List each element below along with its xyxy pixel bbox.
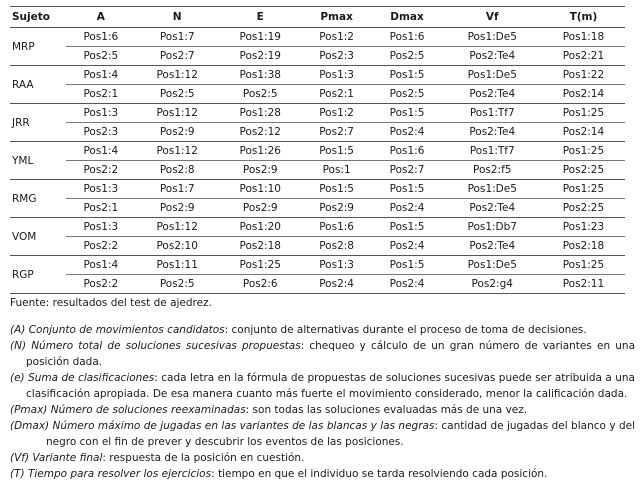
table-cell: Pos1:25 [542, 180, 625, 199]
table-cell: Pos1:6 [371, 142, 442, 161]
table-cell: Pos1:26 [219, 142, 302, 161]
table-cell: Pos1:3 [66, 104, 136, 123]
definition-item [10, 450, 635, 466]
subject-cell: MRP [10, 28, 66, 66]
table-cell: Pos1:23 [542, 218, 625, 237]
table-row [10, 218, 625, 237]
table-cell: Pos1:De5 [443, 256, 542, 275]
definition-term: (Pmax) Número de soluciones reexaminadas [10, 404, 246, 416]
table-cell: Pos2:f5 [443, 161, 542, 180]
subject-cell: VOM [10, 218, 66, 256]
table-cell: Pos2:7 [136, 47, 219, 66]
definition-text: : son todas las soluciones evaluadas más de una vez. [245, 404, 528, 416]
table-cell: Pos2:8 [302, 237, 372, 256]
table-cell: Pos1:5 [371, 66, 442, 85]
table-cell: Pos1:3 [302, 256, 372, 275]
table-row [10, 199, 625, 218]
table-row [10, 180, 625, 199]
subject-cell: RGP [10, 256, 66, 294]
table-cell: Pos1:12 [136, 142, 219, 161]
table-cell: Pos1:4 [66, 66, 136, 85]
table-cell: Pos2:5 [136, 85, 219, 104]
table-cell: Pos1:12 [136, 218, 219, 237]
table-cell: Pos2:1 [66, 85, 136, 104]
table-cell: Pos2:9 [136, 123, 219, 142]
definition-item [10, 402, 635, 418]
table-row [10, 66, 625, 85]
table-row [10, 161, 625, 180]
definition-term: (T) Tiempo para resolver los ejercicios [10, 468, 212, 480]
definition-item [10, 370, 635, 402]
subject-cell: YML [10, 142, 66, 180]
table-row [10, 47, 625, 66]
definitions-list [10, 322, 635, 482]
table-cell: Pos1:22 [542, 66, 625, 85]
table-cell: Pos2:2 [66, 237, 136, 256]
table-cell: Pos1:De5 [443, 180, 542, 199]
table-cell: Pos2:Te4 [443, 85, 542, 104]
table-cell: Pos1:28 [219, 104, 302, 123]
table-cell: Pos2:25 [542, 161, 625, 180]
table-cell: Pos2:5 [136, 275, 219, 294]
table-cell: Pos2:Te4 [443, 237, 542, 256]
table-cell: Pos2:25 [542, 199, 625, 218]
column-header: Pmax [302, 7, 372, 28]
table-cell: Pos1:18 [542, 28, 625, 47]
results-table [10, 6, 625, 294]
table-cell: Pos1:11 [136, 256, 219, 275]
table-cell: Pos2:11 [542, 275, 625, 294]
table-cell: Pos2:3 [302, 47, 372, 66]
table-cell: Pos2:10 [136, 237, 219, 256]
table-cell: Pos2:1 [302, 85, 372, 104]
definition-text: : respuesta de la posición en cuestión. [102, 452, 305, 464]
table-cell: Pos2:14 [542, 123, 625, 142]
table-cell: Pos:1 [302, 161, 372, 180]
column-header: Sujeto [10, 7, 66, 28]
definition-term: (Vf) Variante final [10, 452, 103, 464]
table-row [10, 28, 625, 47]
table-cell: Pos1:Db7 [443, 218, 542, 237]
table-cell: Pos2:19 [219, 47, 302, 66]
column-header: T(m) [542, 7, 625, 28]
table-row [10, 256, 625, 275]
table-cell: Pos1:25 [219, 256, 302, 275]
table-cell: Pos1:De5 [443, 28, 542, 47]
table-cell: Pos1:38 [219, 66, 302, 85]
table-cell: Pos1:25 [542, 104, 625, 123]
table-cell: Pos2:18 [219, 237, 302, 256]
table-cell: Pos2:Te4 [443, 199, 542, 218]
table-cell: Pos2:12 [219, 123, 302, 142]
table-cell: Pos1:5 [371, 180, 442, 199]
table-cell: Pos1:De5 [443, 66, 542, 85]
table-cell: Pos1:6 [302, 218, 372, 237]
definition-text: : tiempo en que el individuo se tarda resolviendo cada posición. [211, 468, 548, 480]
table-cell: Pos1:5 [371, 218, 442, 237]
column-header: Vf [443, 7, 542, 28]
definition-item [10, 418, 635, 450]
table-cell: Pos2:7 [302, 123, 372, 142]
definition-term: (A) Conjunto de movimientos candidatos [10, 324, 225, 336]
table-cell: Pos2:18 [542, 237, 625, 256]
table-cell: Pos2:9 [219, 199, 302, 218]
table-cell: Pos2:4 [302, 275, 372, 294]
table-cell: Pos2:9 [302, 199, 372, 218]
table-cell: Pos2:4 [371, 123, 442, 142]
table-cell: Pos2:1 [66, 199, 136, 218]
table-cell: Pos2:8 [136, 161, 219, 180]
definition-item [10, 322, 635, 338]
header-row [10, 7, 625, 28]
definition-text: : cantidad de jugadas del blanco y del negro con el fin de prever y descubrir los eventos de las posiciones. [46, 420, 635, 448]
table-cell: Pos1:3 [66, 180, 136, 199]
table-cell: Pos1:7 [136, 28, 219, 47]
table-cell: Pos2:5 [371, 85, 442, 104]
table-cell: Pos2:9 [219, 161, 302, 180]
table-row [10, 123, 625, 142]
column-header: A [66, 7, 136, 28]
table-cell: Pos2:4 [371, 275, 442, 294]
subject-cell: RAA [10, 66, 66, 104]
table-row [10, 275, 625, 294]
table-cell: Pos1:20 [219, 218, 302, 237]
table-row [10, 237, 625, 256]
table-cell: Pos1:6 [66, 28, 136, 47]
definition-text: : cada letra en la fórmula de propuestas de soluciones sucesivas puede ser atribuida a una clasificación apropiada. De esa manera cuanto más fuerte el movimiento considerado, menor la calificación dada. [26, 372, 635, 400]
table-cell: Pos1:10 [219, 180, 302, 199]
definition-term: (N) Número total de soluciones sucesivas propuestas [10, 340, 301, 352]
table-cell: Pos2:21 [542, 47, 625, 66]
definition-term: (Dmax) Número máximo de jugadas en las variantes de las blancas y las negras [10, 420, 435, 432]
table-cell: Pos1:3 [66, 218, 136, 237]
source-note: Fuente: resultados del test de ajedrez. [10, 297, 212, 309]
table-cell: Pos1:12 [136, 104, 219, 123]
table-cell: Pos1:7 [136, 180, 219, 199]
definition-text: : conjunto de alternativas durante el proceso de toma de decisiones. [224, 324, 587, 336]
column-header: N [136, 7, 219, 28]
table-cell: Pos2:5 [219, 85, 302, 104]
table-cell: Pos1:3 [302, 66, 372, 85]
definition-item [10, 466, 635, 482]
table-cell: Pos2:Te4 [443, 123, 542, 142]
table-cell: Pos2:14 [542, 85, 625, 104]
table-cell: Pos2:4 [371, 237, 442, 256]
column-header: E [219, 7, 302, 28]
table-cell: Pos2:2 [66, 275, 136, 294]
column-header: Dmax [371, 7, 442, 28]
table-row [10, 104, 625, 123]
table-cell: Pos1:19 [219, 28, 302, 47]
table-cell: Pos1:2 [302, 104, 372, 123]
table-cell: Pos1:5 [302, 180, 372, 199]
table-cell: Pos1:2 [302, 28, 372, 47]
table-cell: Pos1:5 [302, 142, 372, 161]
definition-term: (e) Suma de clasificaciones [10, 372, 155, 384]
table-cell: Pos2:g4 [443, 275, 542, 294]
table-cell: Pos1:5 [371, 256, 442, 275]
table-cell: Pos2:2 [66, 161, 136, 180]
table-cell: Pos1:25 [542, 142, 625, 161]
subject-cell: JRR [10, 104, 66, 142]
table-cell: Pos2:4 [371, 199, 442, 218]
table-cell: Pos1:Tf7 [443, 142, 542, 161]
subject-cell: RMG [10, 180, 66, 218]
table-cell: Pos2:9 [136, 199, 219, 218]
definition-text: : chequeo y cálculo de un gran número de variantes en una posición dada. [26, 340, 636, 368]
table-row [10, 142, 625, 161]
table-row [10, 85, 625, 104]
table-cell: Pos2:Te4 [443, 47, 542, 66]
table-cell: Pos1:12 [136, 66, 219, 85]
table-cell: Pos1:25 [542, 256, 625, 275]
table-cell: Pos2:5 [371, 47, 442, 66]
definition-item [10, 338, 635, 370]
table-cell: Pos2:3 [66, 123, 136, 142]
table-cell: Pos1:4 [66, 256, 136, 275]
table-cell: Pos2:7 [371, 161, 442, 180]
table-cell: Pos2:6 [219, 275, 302, 294]
table-cell: Pos1:5 [371, 104, 442, 123]
table-cell: Pos1:6 [371, 28, 442, 47]
table-cell: Pos2:5 [66, 47, 136, 66]
table-cell: Pos1:4 [66, 142, 136, 161]
table-cell: Pos1:Tf7 [443, 104, 542, 123]
